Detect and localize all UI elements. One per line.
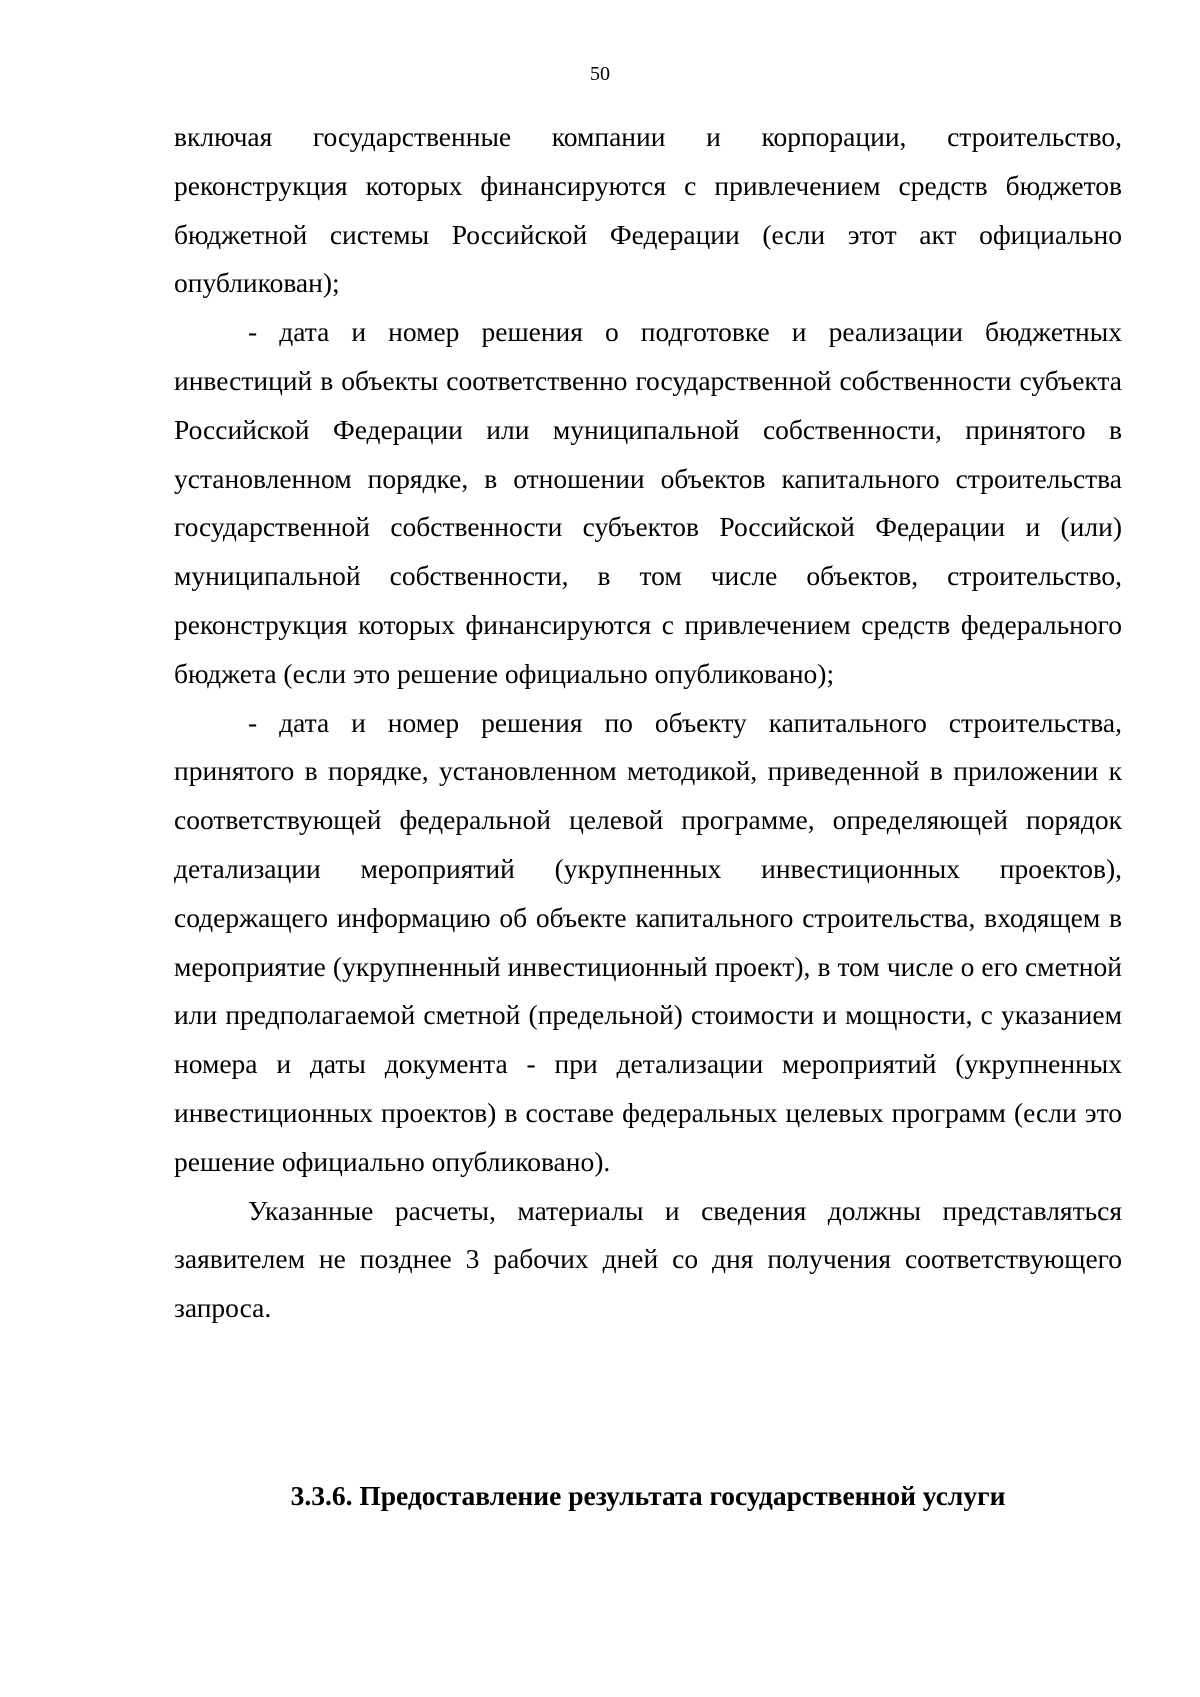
page-body	[174, 113, 1122, 1333]
page-number: 50	[590, 63, 610, 85]
paragraph-continuation: включая государственные компании и корпорации, строительство, реконструкция которых финансируются с привлечением средств бюджетов бюджетной системы Российской Федерации (если этот акт официально опубликован);	[174, 121, 1122, 299]
section-heading: 3.3.6. Предоставление результата государственной услуги	[290, 1480, 1006, 1511]
paragraph-capital-construction-decision: - дата и номер решения по объекту капитального строительства, принятого в порядке, установленном методикой, приведенной в приложении к соответствующей федеральной целевой программе, определяющей порядок детализации мероприятий (укрупненных инвестиционных проектов), содержащего информацию об объекте капитального строительства, входящем в мероприятие (укрупненный инвестиционный проект), в том числе о его сметной или предполагаемой сметной (предельной) стоимости и мощности, с указанием номера и даты документа - при детализации мероприятий (укрупненных инвестиционных проектов) в составе федеральных целевых программ (если это решение официально опубликовано).	[174, 706, 1122, 1177]
paragraph-submission-deadline: Указанные расчеты, материалы и сведения должны представляться заявителем не позднее 3 рабочих дней со дня получения соответствующего запроса.	[174, 1194, 1122, 1324]
paragraph-budget-investment-decision: - дата и номер решения о подготовке и реализации бюджетных инвестиций в объекты соответственно государственной собственности субъекта Российской Федерации или муниципальной собственности, принятого в установленном порядке, в отношении объектов капитального строительства государственной собственности субъектов Российской Федерации и (или) муниципальной собственности, в том числе объектов, строительство, реконструкция которых финансируются с привлечением средств федерального бюджета (если это решение официально опубликовано);	[174, 316, 1122, 689]
